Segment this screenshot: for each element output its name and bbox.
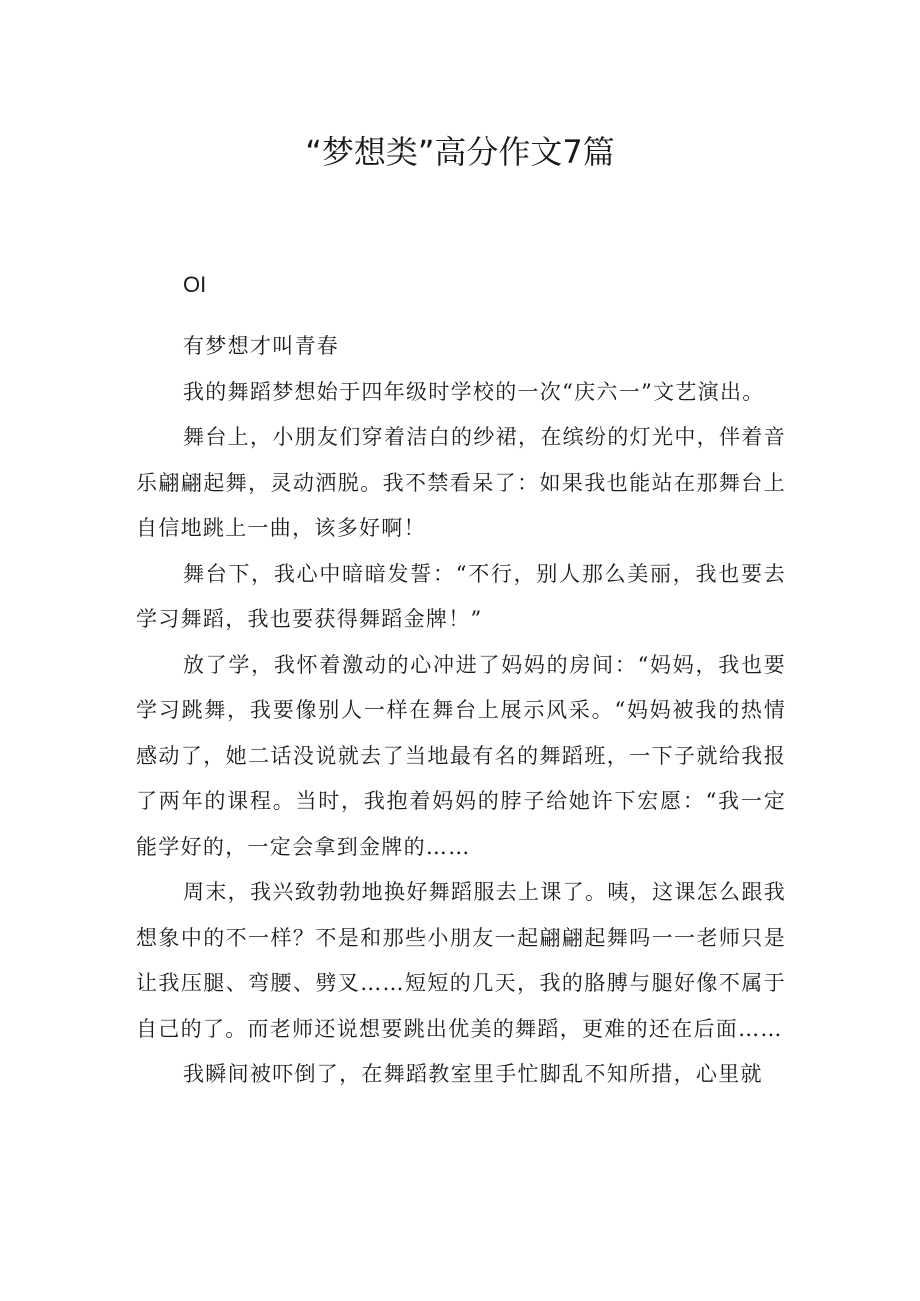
- essay-body: [136, 324, 786, 1098]
- section-number: OI: [183, 272, 207, 297]
- paragraph: 放了学，我怀着激动的心冲进了妈妈的房间：“妈妈，我也要学习跳舞，我要像别人一样在舞台上展示风采。“妈妈被我的热情感动了，她二话没说就去了当地最有名的舞蹈班，一下子就给我报了两年的课程。当时，我抱着妈妈的脖子给她许下宏愿：“我一定能学好的，一定会拿到金牌的……: [136, 652, 786, 859]
- essay-subtitle: 有梦想才叫青春: [183, 334, 340, 358]
- paragraph: 周末，我兴致勃勃地换好舞蹈服去上课了。咦，这课怎么跟我想象中的不一样？不是和那些小朋友一起翩翩起舞吗一一老师只是让我压腿、弯腰、劈叉……短短的几天，我的胳膊与腿好像不属于自己的了。而老师还说想要跳出优美的舞蹈，更难的还在后面……: [136, 880, 786, 1041]
- paragraph: 舞台下，我心中暗暗发誓：“不行，别人那么美丽，我也要去学习舞蹈，我也要获得舞蹈金牌！”: [136, 561, 786, 631]
- paragraph: 我瞬间被吓倒了，在舞蹈教室里手忙脚乱不知所措，心里就: [183, 1062, 763, 1086]
- paragraph: 舞台上，小朋友们穿着洁白的纱裙，在缤纷的灯光中，伴着音乐翩翩起舞，灵动洒脱。我不禁看呆了：如果我也能站在那舞台上自信地跳上一曲，该多好啊！: [136, 425, 786, 540]
- paragraph: 我的舞蹈梦想始于四年级时学校的一次“庆六一”文艺演出。: [183, 379, 765, 404]
- document-title: “梦想类”高分作文7篇: [305, 133, 615, 171]
